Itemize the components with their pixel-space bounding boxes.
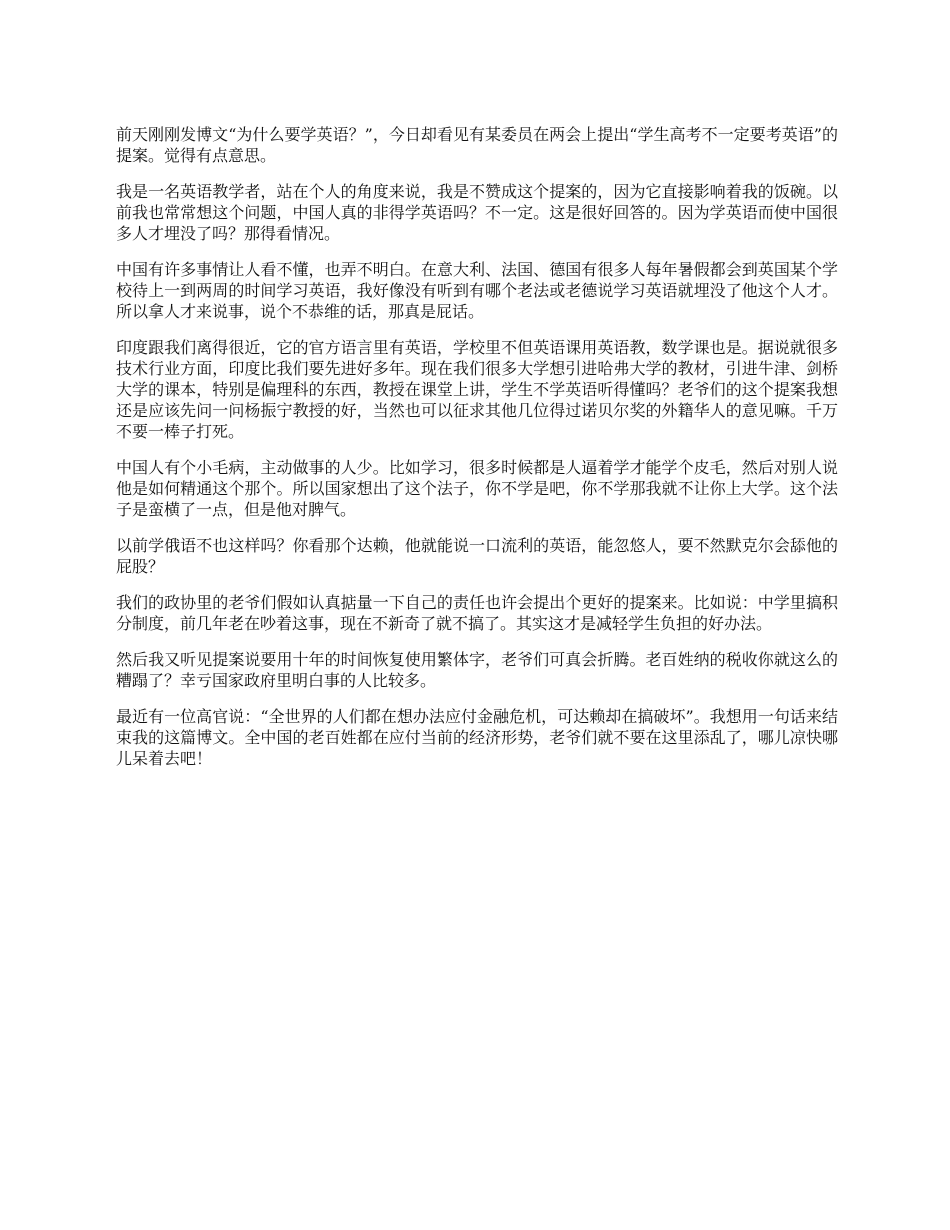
paragraph: 最近有一位高官说：“全世界的人们都在想办法应付金融危机，可达赖却在搞破坏”。我想用一句话来结束我的这篇博文。全中国的老百姓都在应付当前的经济形势，老爷们就不要在这里添乱了，哪儿凉快哪儿呆着去吧！ — [116, 707, 838, 768]
paragraph: 我是一名英语教学者，站在个人的角度来说，我是不赞成这个提案的，因为它直接影响着我的饭碗。以前我也常常想这个问题，中国人真的非得学英语吗？不一定。这是很好回答的。因为学英语而使中国很多人才埋没了吗？那得看情况。 — [116, 182, 838, 243]
paragraph: 中国有许多事情让人看不懂，也弄不明白。在意大利、法国、德国有很多人每年暑假都会到英国某个学校待上一到两周的时间学习英语，我好像没有听到有哪个老法或老德说学习英语就埋没了他这个人才。所以拿人才来说事，说个不恭维的话，那真是屁话。 — [116, 260, 838, 321]
paragraph: 我们的政协里的老爷们假如认真掂量一下自己的责任也许会提出个更好的提案来。比如说：中学里搞积分制度，前几年老在吵着这事，现在不新奇了就不搞了。其实这才是减轻学生负担的好办法。 — [116, 593, 838, 633]
paragraph: 前天刚刚发博文“为什么要学英语？”，今日却看见有某委员在两会上提出“学生高考不一定要考英语”的提案。觉得有点意思。 — [116, 125, 838, 165]
paragraph: 中国人有个小毛病，主动做事的人少。比如学习，很多时候都是人逼着学才能学个皮毛，然后对别人说他是如何精通这个那个。所以国家想出了这个法子，你不学是吧，你不学那我就不让你上大学。这个法子是蛮横了一点，但是他对脾气。 — [116, 458, 838, 519]
paragraph: 以前学俄语不也这样吗？你看那个达赖，他就能说一口流利的英语，能忽悠人，要不然默克尔会舔他的屁股？ — [116, 536, 838, 576]
paragraph: 然后我又听见提案说要用十年的时间恢复使用繁体字，老爷们可真会折腾。老百姓纳的税收你就这么的糟蹋了？幸亏国家政府里明白事的人比较多。 — [116, 650, 838, 690]
paragraph: 印度跟我们离得很近，它的官方语言里有英语，学校里不但英语课用英语教，数学课也是。据说就很多技术行业方面，印度比我们要先进好多年。现在我们很多大学想引进哈弗大学的教材，引进牛津、剑桥大学的课本，特别是偏理科的东西，教授在课堂上讲，学生不学英语听得懂吗？老爷们的这个提案我想还是应该先问一问杨振宁教授的好，当然也可以征求其他几位得过诺贝尔奖的外籍华人的意见嘛。千万不要一棒子打死。 — [116, 338, 838, 441]
document-body — [116, 124, 838, 784]
